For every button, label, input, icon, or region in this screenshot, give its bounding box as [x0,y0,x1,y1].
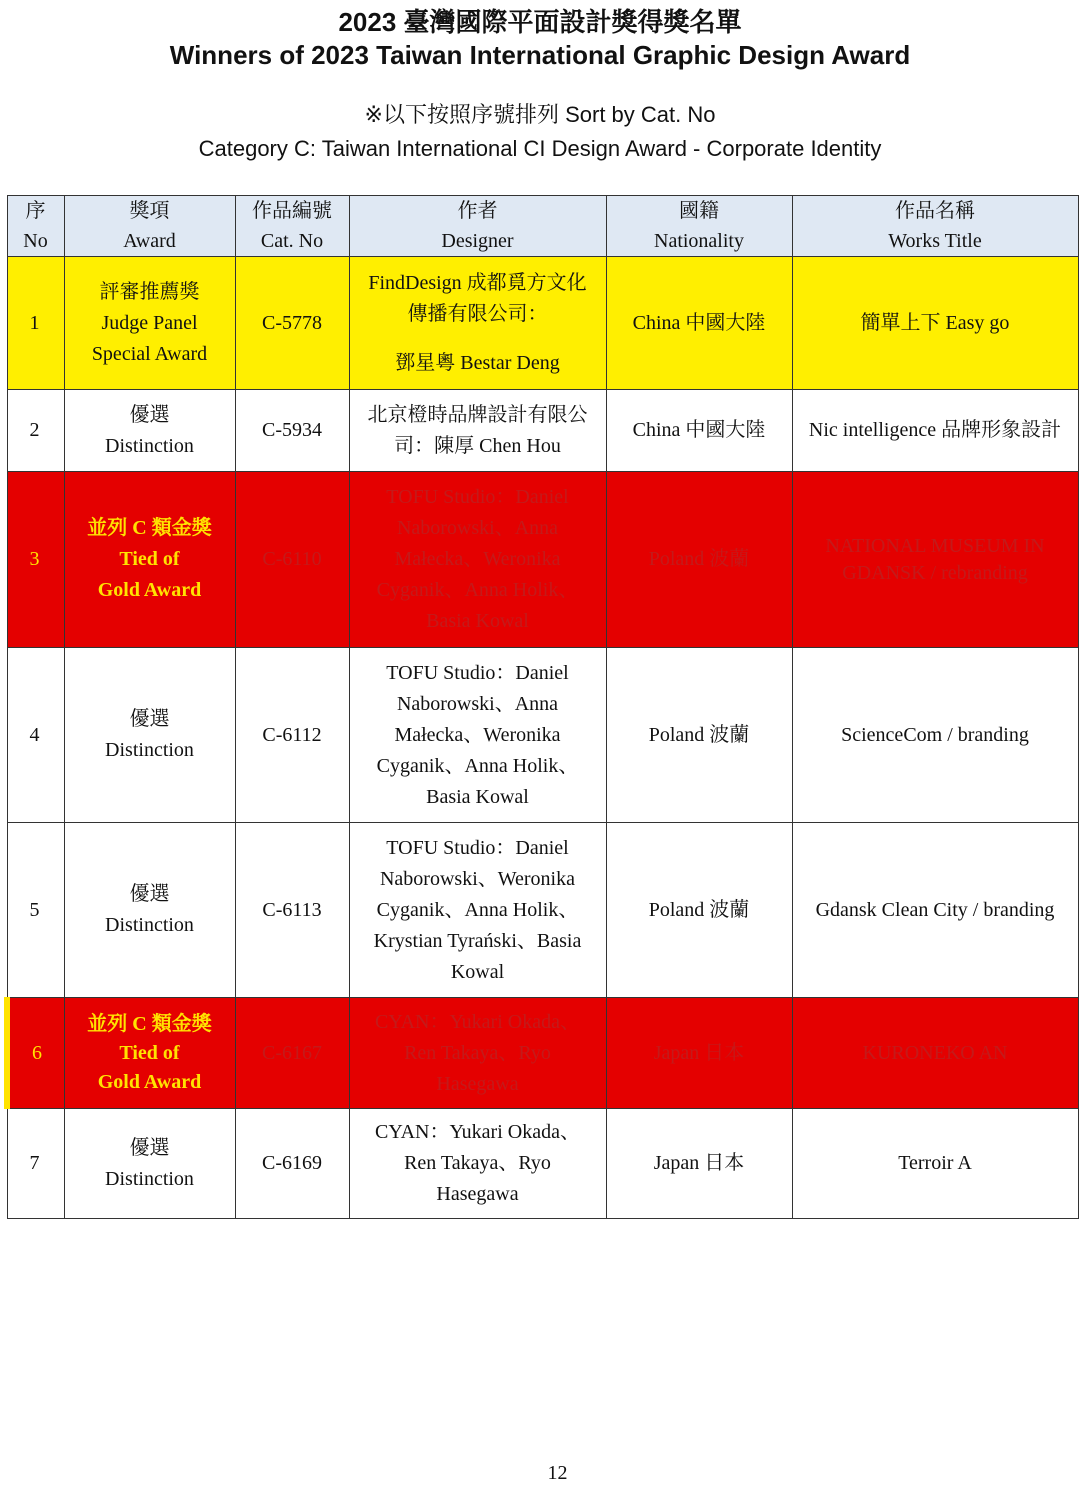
table-row [7,472,1078,648]
table-row [7,1109,1078,1219]
col-header-nationality: 國籍 Nationality [606,196,792,257]
row-no: 1 [7,257,64,390]
row-cat-no: C-6112 [235,648,349,823]
row-award: 並列 C 類金獎 Tied of Gold Award [64,998,235,1109]
row-designer: CYAN：Yukari Okada、 Ren Takaya、Ryo Hasegawa [349,998,606,1109]
row-no: 2 [7,390,64,472]
row-no: 6 [7,998,64,1109]
col-header-works-title: 作品名稱 Works Title [792,196,1078,257]
row-designer: TOFU Studio：Daniel Naborowski、Anna Małecka、Weronika Cyganik、Anna Holik、 Basia Kowal [349,648,606,823]
title-english: Winners of 2023 Taiwan International Graphic Design Award [169,40,911,70]
row-works-title: Gdansk Clean City / branding [792,823,1078,998]
table-header-row [7,196,1078,257]
col-header-designer: 作者 Designer [349,196,606,257]
table-row [7,648,1078,823]
row-cat-no: C-6167 [235,998,349,1109]
row-no: 7 [7,1109,64,1219]
row-cat-no: C-6110 [235,472,349,648]
row-nationality: China 中國大陸 [606,390,792,472]
row-cat-no: C-6169 [235,1109,349,1219]
row-cat-no: C-5934 [235,390,349,472]
row-designer: TOFU Studio：Daniel Naborowski、Anna Małecka、Weronika Cyganik、Anna Holik、 Basia Kowal [349,472,606,648]
row-designer: TOFU Studio：Daniel Naborowski、Weronika Cyganik、Anna Holik、 Krystian Tyrański、Basia Kowal [349,823,606,998]
row-award: 並列 C 類金獎 Tied of Gold Award [64,472,235,648]
row-works-title: ScienceCom / branding [792,648,1078,823]
row-nationality: China 中國大陸 [606,257,792,390]
col-header-cat-no: 作品編號 Cat. No [235,196,349,257]
table-row [7,998,1078,1109]
row-no: 5 [7,823,64,998]
row-cat-no: C-6113 [235,823,349,998]
col-header-award: 獎項 Award [64,196,235,257]
row-works-title: Terroir A [792,1109,1078,1219]
row-designer: FindDesign 成都覓方文化 傳播有限公司： 鄧星粵 Bestar Deng [349,257,606,390]
table-row [7,823,1078,998]
row-nationality: Poland 波蘭 [606,472,792,648]
sort-note: ※以下按照序號排列 Sort by Cat. No [364,102,716,127]
title-chinese: 2023 臺灣國際平面設計獎得獎名單 [338,7,742,37]
row-designer: 北京橙時品牌設計有限公 司：陳厚 Chen Hou [349,390,606,472]
table-row [7,390,1078,472]
row-nationality: Poland 波蘭 [606,823,792,998]
row-nationality: Poland 波蘭 [606,648,792,823]
col-header-no: 序 No [7,196,64,257]
row-cat-no: C-5778 [235,257,349,390]
table-row [7,257,1078,390]
page-number: 12 [547,1462,568,1484]
row-works-title: Nic intelligence 品牌形象設計 [792,390,1078,472]
row-award: 優選 Distinction [64,1109,235,1219]
row-designer: CYAN：Yukari Okada、 Ren Takaya、Ryo Hasegawa [349,1109,606,1219]
row-award: 優選 Distinction [64,648,235,823]
row-no: 4 [7,648,64,823]
row-award: 評審推薦獎 Judge Panel Special Award [64,257,235,390]
row-no: 3 [7,472,64,648]
row-nationality: Japan 日本 [606,998,792,1109]
row-award: 優選 Distinction [64,390,235,472]
category-label: Category C: Taiwan International CI Design Award - Corporate Identity [198,136,882,161]
row-works-title: KURONEKO AN [792,998,1078,1109]
row-nationality: Japan 日本 [606,1109,792,1219]
row-award: 優選 Distinction [64,823,235,998]
row-works-title: 簡單上下 Easy go [792,257,1078,390]
row-works-title: NATIONAL MUSEUM IN GDANSK / rebranding [792,472,1078,648]
winners-table [4,195,1079,1219]
